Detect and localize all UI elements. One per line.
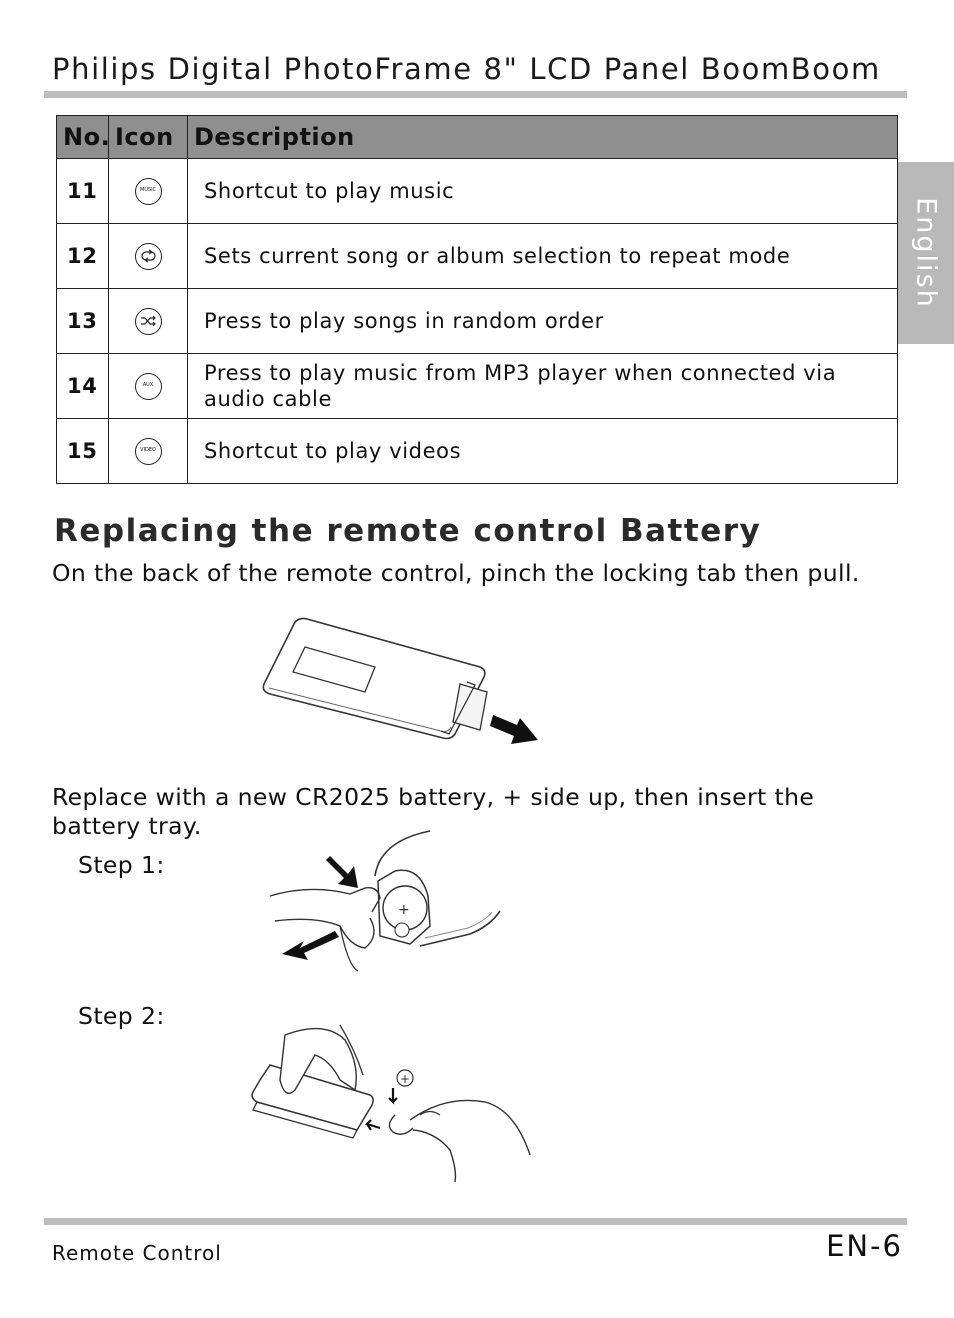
svg-text:+: +	[398, 902, 410, 918]
video-button-icon: VIDEO	[135, 438, 162, 465]
row-icon-cell	[109, 289, 188, 354]
column-header-icon: Icon	[109, 116, 188, 159]
step-1-label: Step 1:	[78, 851, 165, 879]
row-description: Press to play songs in random order	[188, 289, 898, 354]
row-description: Sets current song or album selection to repeat mode	[188, 224, 898, 289]
table-row	[57, 419, 898, 484]
table-row	[57, 354, 898, 419]
instruction-replace: Replace with a new CR2025 battery, + side up, then insert the battery tray.	[52, 783, 815, 840]
document-header-title: Philips Digital PhotoFrame 8" LCD Panel BoomBoom	[52, 52, 881, 86]
row-number: 14	[57, 354, 109, 419]
header-rule	[44, 91, 907, 98]
footer-rule	[44, 1218, 907, 1225]
repeat-button-icon	[135, 243, 162, 270]
row-number: 12	[57, 224, 109, 289]
language-side-tab	[898, 162, 954, 344]
row-icon-cell	[109, 354, 188, 419]
language-tab-label: English	[910, 197, 942, 309]
remote-tray-pull-illustration	[255, 612, 545, 752]
remote-icons-table	[56, 115, 898, 484]
svg-text:+: +	[400, 1072, 411, 1086]
row-description: Shortcut to play videos	[188, 419, 898, 484]
table-row	[57, 289, 898, 354]
insert-battery-illustration	[245, 1020, 535, 1190]
row-description: Press to play music from MP3 player when connected via audio cable	[188, 354, 898, 419]
page-number: EN-6	[826, 1229, 903, 1263]
column-header-description: Description	[188, 116, 898, 159]
row-icon-cell	[109, 159, 188, 224]
section-title: Replacing the remote control Battery	[54, 513, 762, 549]
row-description: Shortcut to play music	[188, 159, 898, 224]
table-header-row	[57, 116, 898, 159]
shuffle-button-icon	[135, 308, 162, 335]
row-icon-cell	[109, 224, 188, 289]
row-number: 15	[57, 419, 109, 484]
row-number: 11	[57, 159, 109, 224]
instruction-pinch: On the back of the remote control, pinch the locking tab then pull.	[52, 559, 860, 587]
step-2-label: Step 2:	[78, 1002, 165, 1030]
music-button-icon: MUSIC	[135, 178, 162, 205]
footer-section-name: Remote Control	[52, 1241, 222, 1265]
column-header-no: No.	[57, 116, 109, 159]
row-number: 13	[57, 289, 109, 354]
row-icon-cell	[109, 419, 188, 484]
table-row	[57, 159, 898, 224]
table-row	[57, 224, 898, 289]
pinch-tab-illustration	[230, 826, 530, 976]
aux-button-icon: AUX	[135, 373, 162, 400]
